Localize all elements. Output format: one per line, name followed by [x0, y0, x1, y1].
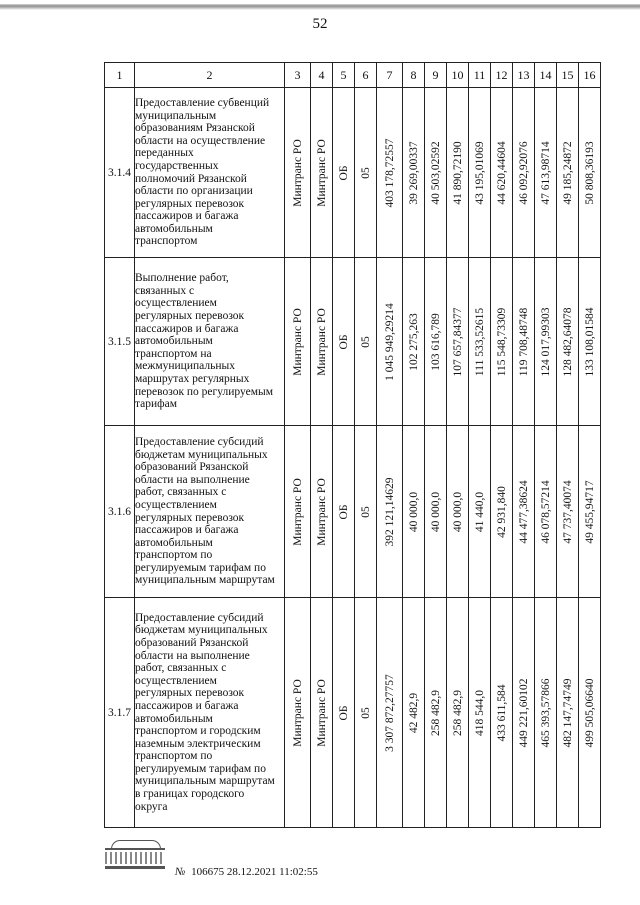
year-amount-cell [491, 258, 513, 426]
header-cell: 13 [513, 63, 535, 88]
year-amount-cell [469, 426, 491, 598]
year-amount: 39 269,00337 [407, 140, 420, 205]
funding-source: ОБ [337, 504, 350, 519]
header-cell: 2 [135, 63, 285, 88]
budget-manager-cell [311, 426, 333, 598]
year-amount: 449 221,60102 [517, 678, 530, 747]
budget-code: 05 [359, 706, 372, 719]
table-row [105, 598, 601, 828]
budget-manager-cell [311, 88, 333, 258]
year-amount-cell [513, 88, 535, 258]
year-amount: 40 000,0 [407, 491, 420, 532]
total-amount-cell [377, 426, 403, 598]
header-row [105, 63, 601, 88]
year-amount-cell [447, 258, 469, 426]
activity-description: Предоставление субсидий бюджетам муниципальных образований Рязанской области на выполнение работ, связанных с осуществлением регулярных перевозок пассажиров и багажа автомобильным транспортом по регулируемым тарифам по муниципальным маршрутам [135, 435, 275, 587]
total-amount-cell [377, 598, 403, 828]
header-cell: 11 [469, 63, 491, 88]
budget-code-cell [355, 88, 377, 258]
year-amount-cell [425, 258, 447, 426]
header-cell: 9 [425, 63, 447, 88]
year-amount-cell [535, 258, 557, 426]
year-amount-cell [579, 598, 601, 828]
executor-cell [285, 258, 311, 426]
year-amount: 44 620,44604 [495, 140, 508, 205]
year-amount-cell [447, 598, 469, 828]
year-amount: 40 503,02592 [429, 140, 442, 205]
year-amount-cell [469, 258, 491, 426]
executor-cell [285, 88, 311, 258]
budget-code: 05 [359, 505, 372, 518]
year-amount-cell [447, 426, 469, 598]
item-number: 3.1.6 [108, 505, 131, 518]
year-amount: 42 482,9 [407, 692, 420, 733]
year-amount: 115 548,73309 [495, 307, 508, 376]
budget-manager: Минтранс РО [315, 138, 328, 207]
year-amount-cell [491, 598, 513, 828]
funding-source: ОБ [337, 705, 350, 720]
header-cell: 3 [285, 63, 311, 88]
number-sign: № [175, 866, 186, 878]
year-amount: 42 931,840 [495, 485, 508, 538]
header-cell: 14 [535, 63, 557, 88]
funding-source-cell [333, 426, 355, 598]
table-row [105, 88, 601, 258]
funding-source-cell [333, 598, 355, 828]
activity-description: Выполнение работ, связанных с осуществлением регулярных перевозок пассажиров и багажа автомобильным транспортом на межмуниципальных маршрутах регулярных перевозок по регулируемым тарифам [135, 272, 273, 411]
year-amount-cell [535, 598, 557, 828]
year-amount-cell [513, 258, 535, 426]
page-number: 52 [312, 16, 328, 32]
budget-code-cell [355, 258, 377, 426]
year-amount-cell [447, 88, 469, 258]
activity-description: Предоставление субвенций муниципальным образованиям Рязанской области на осуществление переданных государственных полномочий Рязанской области по организации регулярных перевозок пассажиров и багажа автомобильным транспортом [135, 96, 270, 248]
header-cell: 6 [355, 63, 377, 88]
header-cell: 15 [557, 63, 579, 88]
total-amount-cell [377, 88, 403, 258]
year-amount: 107 657,84377 [451, 307, 464, 376]
year-amount-cell [535, 88, 557, 258]
year-amount: 258 482,9 [451, 689, 464, 736]
year-amount: 128 482,64078 [561, 307, 574, 376]
year-amount: 133 108,01584 [583, 307, 596, 376]
year-amount: 40 000,0 [429, 491, 442, 532]
year-amount-cell [579, 426, 601, 598]
budget-code: 05 [359, 166, 372, 179]
year-amount-cell [403, 88, 425, 258]
year-amount: 124 017,99303 [539, 307, 552, 376]
header-cell: 1 [105, 63, 135, 88]
executor: Минтранс РО [291, 477, 304, 546]
header-cell: 12 [491, 63, 513, 88]
total-amount: 392 121,14629 [383, 477, 396, 546]
total-amount: 403 178,72557 [383, 138, 396, 207]
year-amount-cell [513, 426, 535, 598]
year-amount-cell [425, 598, 447, 828]
year-amount-cell [557, 426, 579, 598]
year-amount: 49 185,24872 [561, 140, 574, 205]
year-amount-cell [557, 88, 579, 258]
year-amount: 49 455,94717 [583, 479, 596, 544]
executor-cell [285, 598, 311, 828]
year-amount-cell [469, 88, 491, 258]
activity-description-cell [135, 88, 285, 258]
activity-description: Предоставление субсидий бюджетам муниципальных образований Рязанской области на выполнение работ, связанных с осуществлением регулярных перевозок пассажиров и багажа автомобильным транспортом и городским наземным электрическим транспортом по регулируемым тарифам по муниципальным маршрутам в границах городского округа [135, 611, 275, 813]
year-amount-cell [403, 258, 425, 426]
year-amount: 418 544,0 [473, 689, 486, 736]
item-number-cell [105, 598, 135, 828]
executor: Минтранс РО [291, 307, 304, 376]
year-amount: 43 195,01069 [473, 140, 486, 205]
item-number: 3.1.7 [108, 706, 131, 719]
budget-code-cell [355, 426, 377, 598]
year-amount-cell [491, 426, 513, 598]
budget-code-cell [355, 598, 377, 828]
item-number: 3.1.5 [108, 335, 131, 348]
year-amount: 499 505,06640 [583, 678, 596, 747]
year-amount: 47 613,98714 [539, 140, 552, 205]
year-amount-cell [403, 598, 425, 828]
table-row [105, 258, 601, 426]
registration-text: 106675 28.12.2021 11:02:55 [191, 866, 318, 878]
year-amount: 44 477,38624 [517, 479, 530, 544]
year-amount: 40 000,0 [451, 491, 464, 532]
year-amount-cell [425, 426, 447, 598]
year-amount-cell [557, 258, 579, 426]
funding-source: ОБ [337, 334, 350, 349]
total-amount: 3 307 872,27757 [383, 673, 396, 752]
budget-manager-cell [311, 598, 333, 828]
year-amount-cell [403, 426, 425, 598]
header-cell: 10 [447, 63, 469, 88]
budget-manager: Минтранс РО [315, 307, 328, 376]
program-activities-table [104, 62, 601, 828]
activity-description-cell [135, 258, 285, 426]
funding-source-cell [333, 88, 355, 258]
year-amount: 102 275,263 [407, 312, 420, 371]
footer-stamp [105, 848, 165, 874]
item-number-cell [105, 258, 135, 426]
funding-source: ОБ [337, 165, 350, 180]
year-amount-cell [513, 598, 535, 828]
executor-cell [285, 426, 311, 598]
year-amount-cell [425, 88, 447, 258]
activity-description-cell [135, 426, 285, 598]
year-amount-cell [535, 426, 557, 598]
year-amount: 41 440,0 [473, 491, 486, 532]
total-amount: 1 045 949,29214 [383, 302, 396, 381]
budget-manager: Минтранс РО [315, 477, 328, 546]
total-amount-cell [377, 258, 403, 426]
table-row [105, 426, 601, 598]
year-amount-cell [491, 88, 513, 258]
scan-top-edge [0, 4, 640, 10]
year-amount: 433 611,584 [495, 683, 508, 742]
year-amount-cell [579, 258, 601, 426]
year-amount: 50 808,36193 [583, 140, 596, 205]
year-amount: 119 708,48748 [517, 307, 530, 376]
budget-manager: Минтранс РО [315, 678, 328, 747]
year-amount-cell [557, 598, 579, 828]
item-number-cell [105, 88, 135, 258]
year-amount: 258 482,9 [429, 689, 442, 736]
activity-description-cell [135, 598, 285, 828]
year-amount: 111 533,52615 [473, 307, 486, 376]
year-amount: 46 092,92076 [517, 140, 530, 205]
year-amount: 47 737,40074 [561, 479, 574, 544]
year-amount: 46 078,57214 [539, 479, 552, 544]
registration-number [175, 866, 318, 878]
budget-code: 05 [359, 335, 372, 348]
item-number-cell [105, 426, 135, 598]
item-number: 3.1.4 [108, 166, 131, 179]
year-amount-cell [579, 88, 601, 258]
government-building-emblem [105, 848, 165, 874]
executor: Минтранс РО [291, 138, 304, 207]
budget-manager-cell [311, 258, 333, 426]
header-cell: 8 [403, 63, 425, 88]
header-cell: 7 [377, 63, 403, 88]
funding-source-cell [333, 258, 355, 426]
year-amount-cell [469, 598, 491, 828]
year-amount: 482 147,74749 [561, 678, 574, 747]
header-cell: 4 [311, 63, 333, 88]
year-amount: 103 616,789 [429, 312, 442, 371]
header-cell: 16 [579, 63, 601, 88]
header-cell: 5 [333, 63, 355, 88]
year-amount: 41 890,72190 [451, 140, 464, 205]
executor: Минтранс РО [291, 678, 304, 747]
year-amount: 465 393,57866 [539, 678, 552, 747]
